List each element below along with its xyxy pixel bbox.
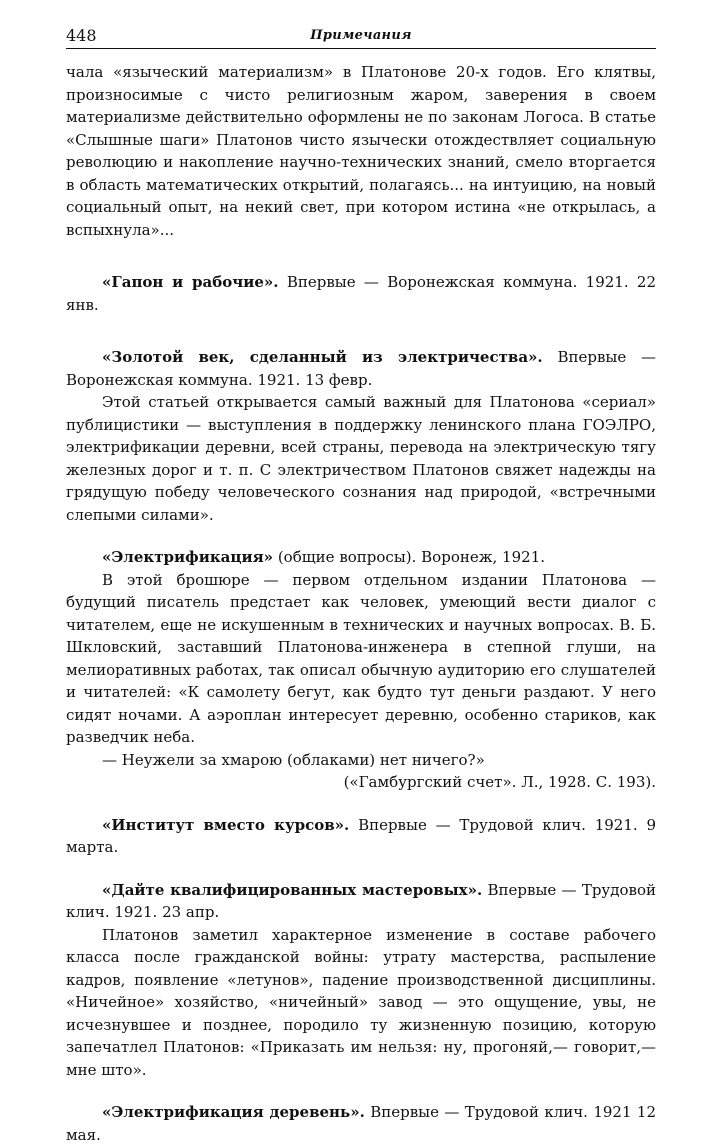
note-gapon xyxy=(66,271,656,316)
note-title: «Дайте квалифицированных мастеровых». xyxy=(102,880,483,899)
running-title: Примечания xyxy=(310,28,412,43)
paragraph: Платонов заметил характерное изменение в составе рабочего класса после гражданской войны: утрату мастерства, распыление кадров, появление «летунов», падение производственной дисциплины. «Ничейное» хозяйство, «ничейный» завод — это ощущение, увы, не исчезнувшее и позднее, породило ту жизненную позицию, которую запечатлел Платонов: «Приказать им нельзя: ну, прогоняй,— говорит,— мне што». xyxy=(66,925,656,1079)
note-title: «Золотой век, сделанный из электричества». xyxy=(102,348,543,366)
note-golden-age xyxy=(66,346,656,526)
quote-line: — Неужели за хмарою (облаками) нет ничего?» xyxy=(102,750,485,769)
document-page xyxy=(66,24,656,1146)
note-heading xyxy=(66,346,656,391)
page-body xyxy=(66,61,656,1146)
note-heading xyxy=(66,546,656,569)
note-heading xyxy=(66,879,656,924)
note-heading xyxy=(66,271,656,316)
note-electrification xyxy=(66,546,656,794)
page-number: 448 xyxy=(66,26,97,45)
note-source: Впервые — Воронежская коммуна. 1921. 22 янв. xyxy=(66,273,656,314)
note-source: Впервые — Трудовой клич. 1921. 9 марта. xyxy=(66,815,656,856)
paragraph: Этой статьей открывается самый важный для Платонова «сериал» публицистики — выступления в поддержку ленинского плана ГОЭЛРО, электрификации деревни, всей страны, перевода на электрическую тягу железных дорог и т. п. С электричеством Платонов свяжет надежды на грядущую победу человеческого сознания над природой, «встречными слепыми силами». xyxy=(66,393,656,524)
note-institute xyxy=(66,814,656,859)
note-title: «Институт вместо курсов». xyxy=(102,815,350,834)
paragraph: чала «языческий материализм» в Платонове 20-х годов. Его клятвы, произносимые с чисто религиозным жаром, заверения в своем материализме действительно оформлены не по законам Логоса. В статье «Слышные шаги» Платонов чисто язычески отождествляет социальную революцию и накопление научно-технических знаний, смело вторгается в область математических открытий, полагаясь... на интуицию, на новый социальный опыт, на некий свет, при котором истина «не открылась, а вспыхнула»... xyxy=(66,63,656,239)
note-title: «Электрификация деревень». xyxy=(102,1103,365,1121)
note-source: Впервые — Трудовой клич. 1921 12 мая. xyxy=(66,1103,656,1144)
page-header xyxy=(66,24,656,49)
note-qualified-workers xyxy=(66,879,656,1082)
note-title: «Электрификация» xyxy=(102,548,274,566)
note-source: Впервые — Трудовой клич. 1921. 23 апр. xyxy=(66,880,656,921)
paragraph: В этой брошюре — первом отдельном издании Платонова — будущий писатель предстает как человек, умеющий вести диалог с читателем, еще не искушенным в технических и научных вопросах. В. Б. Шкловский, заставший Платонова-инженера в степной глуши, на мелиоративных работах, так описал обычную аудиторию его слушателей и читателей: «К самолету бегут, как будто тут деньги раздают. У него сидят ночами. А аэроплан интересует деревню, особенно стариков, как разведчик неба. xyxy=(66,570,656,746)
note-heading xyxy=(66,814,656,859)
citation: («Гамбургский счет». Л., 1928. С. 193). xyxy=(343,773,656,791)
note-source: Впервые — Воронежская коммуна. 1921. 13 февр. xyxy=(66,348,656,389)
note-continuation xyxy=(66,61,656,241)
note-source: (общие вопросы). Воронеж, 1921. xyxy=(277,548,546,566)
note-title: «Гапон и рабочие». xyxy=(102,273,279,291)
